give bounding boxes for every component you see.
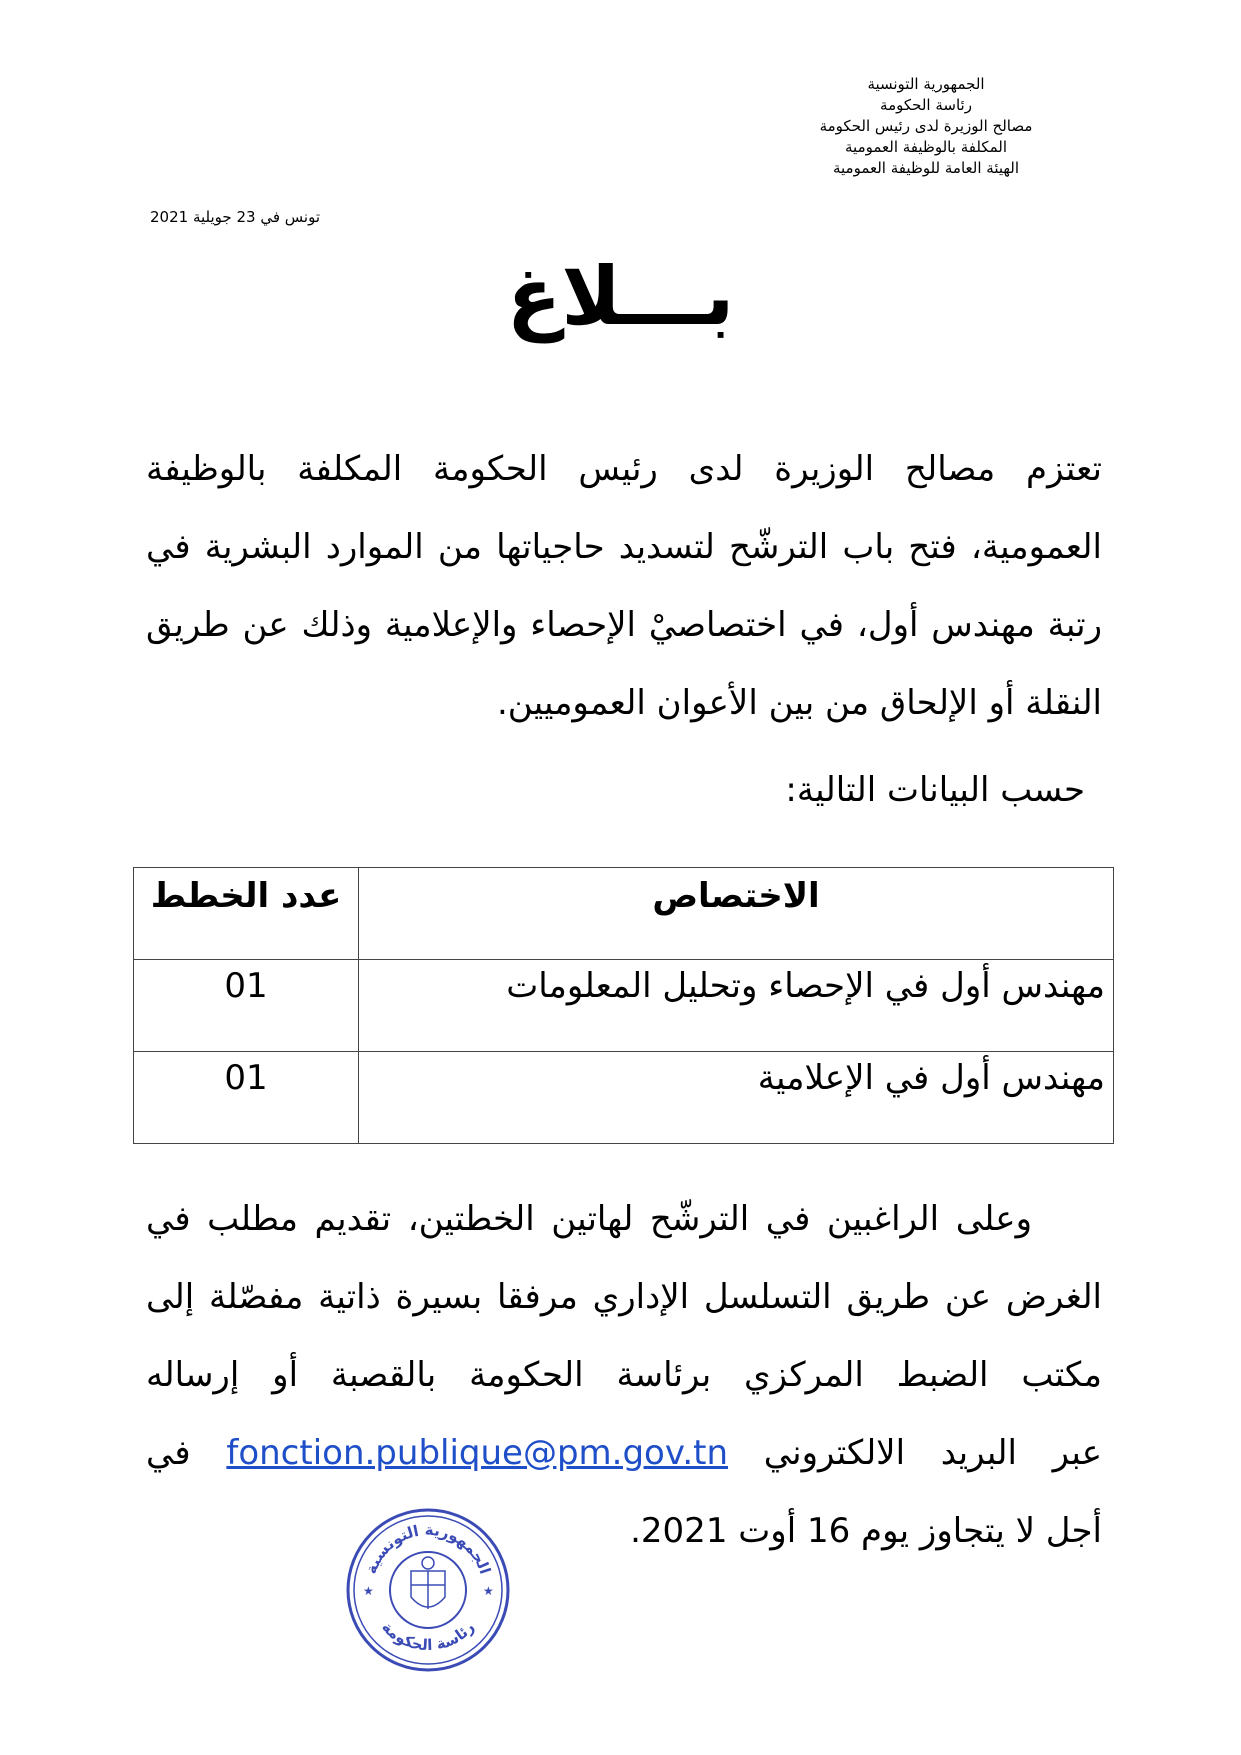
email-suffix: في	[146, 1433, 191, 1473]
row-specialty: مهندس أول في الإعلامية	[359, 1052, 1114, 1144]
seal-top-text	[362, 1521, 494, 1576]
deadline-text: أجل لا يتجاوز يوم 16 أوت 2021.	[630, 1511, 1102, 1551]
intro-paragraph: تعتزم مصالح الوزيرة لدى رئيس الحكومة المكلفة بالوظيفة العمومية، فتح باب الترشّح لتسديد حاجياتها من الموارد البشرية في رتبة مهندس أول، في اختصاصيْ الإحصاء والإعلامية وذلك عن طريق النقلة أو الإلحاق من بين الأعوان العموميين.	[146, 449, 1102, 723]
email-line	[146, 1414, 1102, 1492]
seal-star-right: ★	[483, 1584, 494, 1598]
email-link[interactable]: fonction.publique@pm.gov.tn	[226, 1433, 729, 1473]
document-date: تونس في 23 جويلية 2021	[150, 208, 320, 226]
document-title: بـــلاغ	[506, 250, 735, 343]
seal-emblem	[411, 1557, 445, 1609]
header-line-authority: الهيئة العامة للوظيفة العمومية	[832, 159, 1020, 177]
official-seal	[343, 1505, 513, 1675]
seal-bottom-path: رئاسة الحكومة	[378, 1618, 478, 1655]
header-line-republic: الجمهورية التونسية	[867, 75, 985, 93]
positions-table	[133, 867, 1114, 1144]
row-count: 01	[134, 1052, 359, 1144]
seal-star-left: ★	[363, 1584, 374, 1598]
header-specialty: الاختصاص	[359, 868, 1114, 960]
table-header-row	[134, 868, 1114, 960]
header-count: عدد الخطط	[134, 868, 359, 960]
table-row	[134, 960, 1114, 1052]
application-paragraph: وعلى الراغبين في الترشّح لهاتين الخطتين، تقديم مطلب في الغرض عن طريق التسلسل الإداري مرفقا بسيرة ذاتية مفصّلة إلى مكتب الضبط المركزي برئاسة الحكومة بالقصبة أو إرساله	[146, 1199, 1102, 1395]
row-specialty: مهندس أول في الإحصاء وتحليل المعلومات	[359, 960, 1114, 1052]
table-row	[134, 1052, 1114, 1144]
header-line-mandate: المكلفة بالوظيفة العمومية	[845, 138, 1007, 156]
seal-top-path: الجمهورية التونسية	[361, 1520, 495, 1577]
email-prefix: عبر البريد الالكتروني	[763, 1433, 1102, 1473]
header-line-ministry: مصالح الوزيرة لدى رئيس الحكومة	[819, 117, 1033, 135]
issuer-header	[761, 74, 1091, 179]
row-count: 01	[134, 960, 359, 1052]
seal-bottom-text	[378, 1618, 478, 1654]
data-label: حسب البيانات التالية:	[785, 770, 1085, 810]
header-line-presidency: رئاسة الحكومة	[880, 96, 972, 114]
